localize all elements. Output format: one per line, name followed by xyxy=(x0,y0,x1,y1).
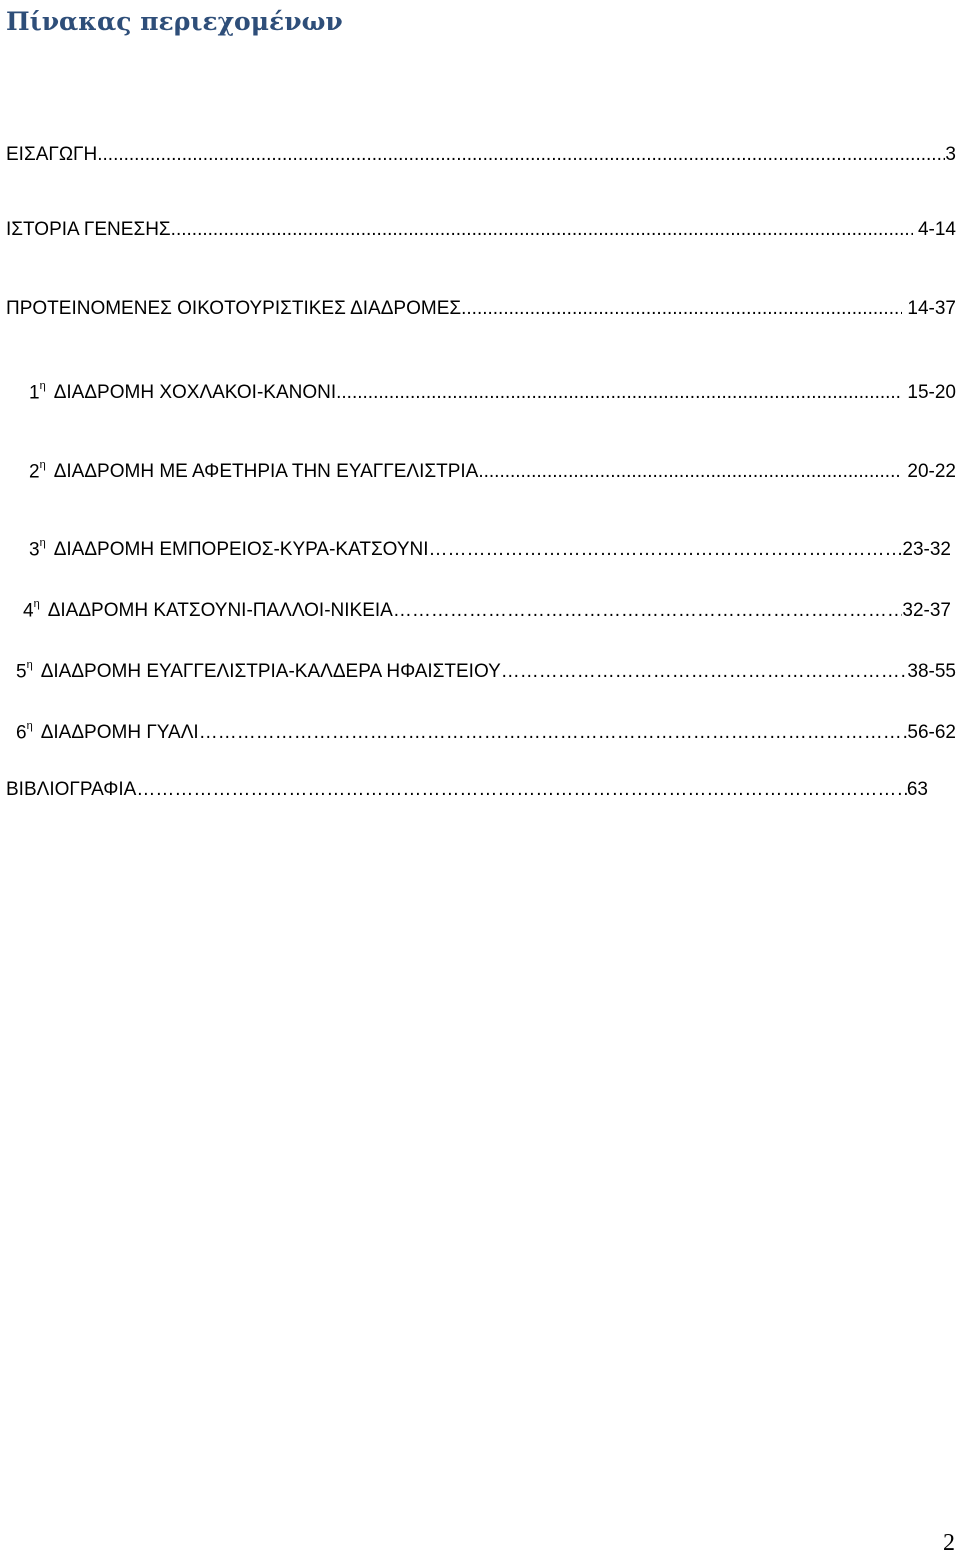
toc-entry-proposed-routes[interactable] xyxy=(6,296,956,322)
toc-entry-page: 14-37 xyxy=(907,298,956,319)
toc-entry-route-2[interactable] xyxy=(29,454,956,485)
toc-entry-page: 63 xyxy=(906,779,928,800)
toc-entry-title: ΠΡΟΤΕΙΝΟΜΕΝΕΣ ΟΙΚΟΤΟΥΡΙΣΤΙΚΕΣ ΔΙΑΔΡΟΜΕΣ xyxy=(6,298,462,319)
dot-leader xyxy=(199,720,908,746)
toc-entry-page: 32-37 xyxy=(902,600,951,622)
toc-entry-introduction[interactable] xyxy=(6,142,956,168)
toc-entry-title: ΔΙΑΔΡΟΜΗ ΧΟΧΛΑΚΟΙ-ΚΑΝΟΝΙ xyxy=(53,382,337,404)
toc-entry-route-4[interactable] xyxy=(23,593,951,624)
toc-entry-route-5[interactable] xyxy=(16,654,956,685)
toc-entry-page: 3 xyxy=(945,144,956,165)
toc-entry-page: 15-20 xyxy=(907,382,956,404)
dot-leader xyxy=(336,380,902,406)
toc-entry-page: 23-32 xyxy=(902,539,951,561)
toc-entry-title: ΒΙΒΛΙΟΓΡΑΦΙΑ xyxy=(6,779,137,800)
dot-leader xyxy=(97,142,945,168)
toc-title: Πίνακας περιεχομένων xyxy=(6,7,343,36)
toc-entry-bibliography[interactable] xyxy=(6,777,928,803)
toc-entry-page: 56-62 xyxy=(907,722,956,744)
dot-leader xyxy=(429,537,903,563)
dot-leader xyxy=(478,459,902,485)
toc-entry-title: ΔΙΑΔΡΟΜΗ ΕΥΑΓΓΕΛΙΣΤΡΙΑ-ΚΑΛΔΕΡΑ ΗΦΑΙΣΤΕΙΟΥ xyxy=(40,661,501,683)
toc-entry-title: ΔΙΑΔΡΟΜΗ ΕΜΠΟΡΕΙΟΣ-ΚΥΡΑ-ΚΑΤΣΟΥΝΙ xyxy=(53,539,429,561)
page-number: 2 xyxy=(943,1530,955,1556)
dot-leader xyxy=(461,296,902,322)
dot-leader xyxy=(393,598,903,624)
toc-entry-title: ΕΙΣΑΓΩΓΗ xyxy=(6,144,98,165)
route-number: $2^\eta$ xyxy=(29,459,46,483)
route-number: $6^\eta$ xyxy=(16,720,33,744)
toc-entry-route-3[interactable] xyxy=(29,532,951,563)
toc-entry-title: ΔΙΑΔΡΟΜΗ ΜΕ ΑΦΕΤΗΡΙΑ ΤΗΝ ΕΥΑΓΓΕΛΙΣΤΡΙΑ xyxy=(53,461,479,483)
toc-entry-title: ΙΣΤΟΡΙΑ ΓΕΝΕΣΗΣ xyxy=(6,219,171,240)
toc-entry-page: 20-22 xyxy=(907,461,956,483)
route-number: $5^\eta$ xyxy=(16,659,33,683)
dot-leader xyxy=(136,777,907,803)
toc-entry-page: 4-14 xyxy=(917,219,956,240)
toc-entry-history[interactable] xyxy=(6,217,956,243)
dot-leader xyxy=(501,659,908,685)
route-number: $1^\eta$ xyxy=(29,380,46,404)
toc-entry-route-1[interactable] xyxy=(29,375,956,406)
route-number: $3^\eta$ xyxy=(29,537,46,561)
toc-entry-page: 38-55 xyxy=(907,661,956,683)
toc-entry-title: ΔΙΑΔΡΟΜΗ ΚΑΤΣΟΥΝΙ-ΠΑΛΛΟΙ-ΝΙΚΕΙΑ xyxy=(47,600,393,622)
route-number: $4^\eta$ xyxy=(23,598,40,622)
toc-entry-route-6[interactable] xyxy=(16,715,956,746)
dot-leader xyxy=(171,217,913,243)
toc-entry-title: ΔΙΑΔΡΟΜΗ ΓΥΑΛΙ xyxy=(40,722,199,744)
